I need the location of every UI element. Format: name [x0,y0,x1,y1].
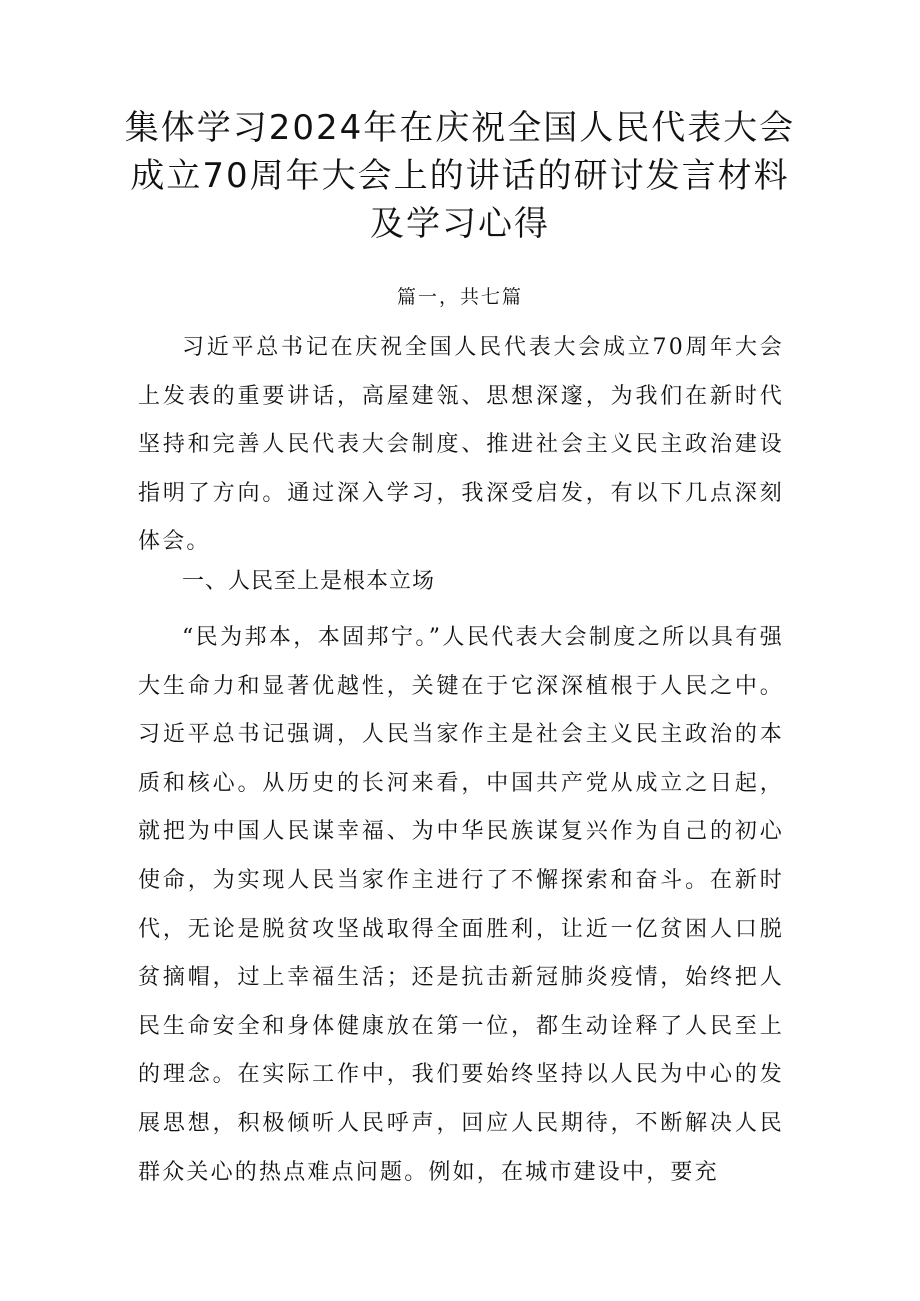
section-heading: 一、人民至上是根本立场 [182,569,436,594]
document-subtitle: 篇一，共七篇 [396,286,523,308]
title-line-1: 集体学习2024年在庆祝全国人民代表大会 [124,108,796,148]
body-paragraph: “民为邦本，本固邦宁。”人民代表大会制度之所以具有强大生命力和显著优越性，关键在于它深深植根于人民之中。习近平总书记强调，人民当家作主是社会主义民主政治的本质和核心。从历史的长河来看，中国共产党从成立之日起，就把为中国人民谋幸福、为中华民族谋复兴作为自己的初心使命，为实现人民当家作主进行了不懈探索和奋斗。在新时代，无论是脱贫攻坚战取得全面胜利，让近一亿贫困人口脱贫摘帽，过上幸福生活；还是抗击新冠肺炎疫情，始终把人民生命安全和身体健康放在第一位，都生动诠释了人民至上的理念。在实际工作中，我们要始终坚持以人民为中心的发展思想，积极倾听人民呼声，回应人民期待，不断解决人民群众关心的热点难点问题。例如，在城市建设中，要充 [138,625,784,1185]
document-title [60,104,860,248]
title-line-3: 及学习心得 [370,204,550,244]
title-line-2: 成立70周年大会上的讲话的研讨发言材料 [130,156,790,196]
intro-paragraph: 习近平总书记在庆祝全国人民代表大会成立70周年大会上发表的重要讲话，高屋建瓴、思想深邃，为我们在新时代坚持和完善人民代表大会制度、推进社会主义民主政治建设指明了方向。通过深入学习，我深受启发，有以下几点深刻体会。 [138,335,784,555]
